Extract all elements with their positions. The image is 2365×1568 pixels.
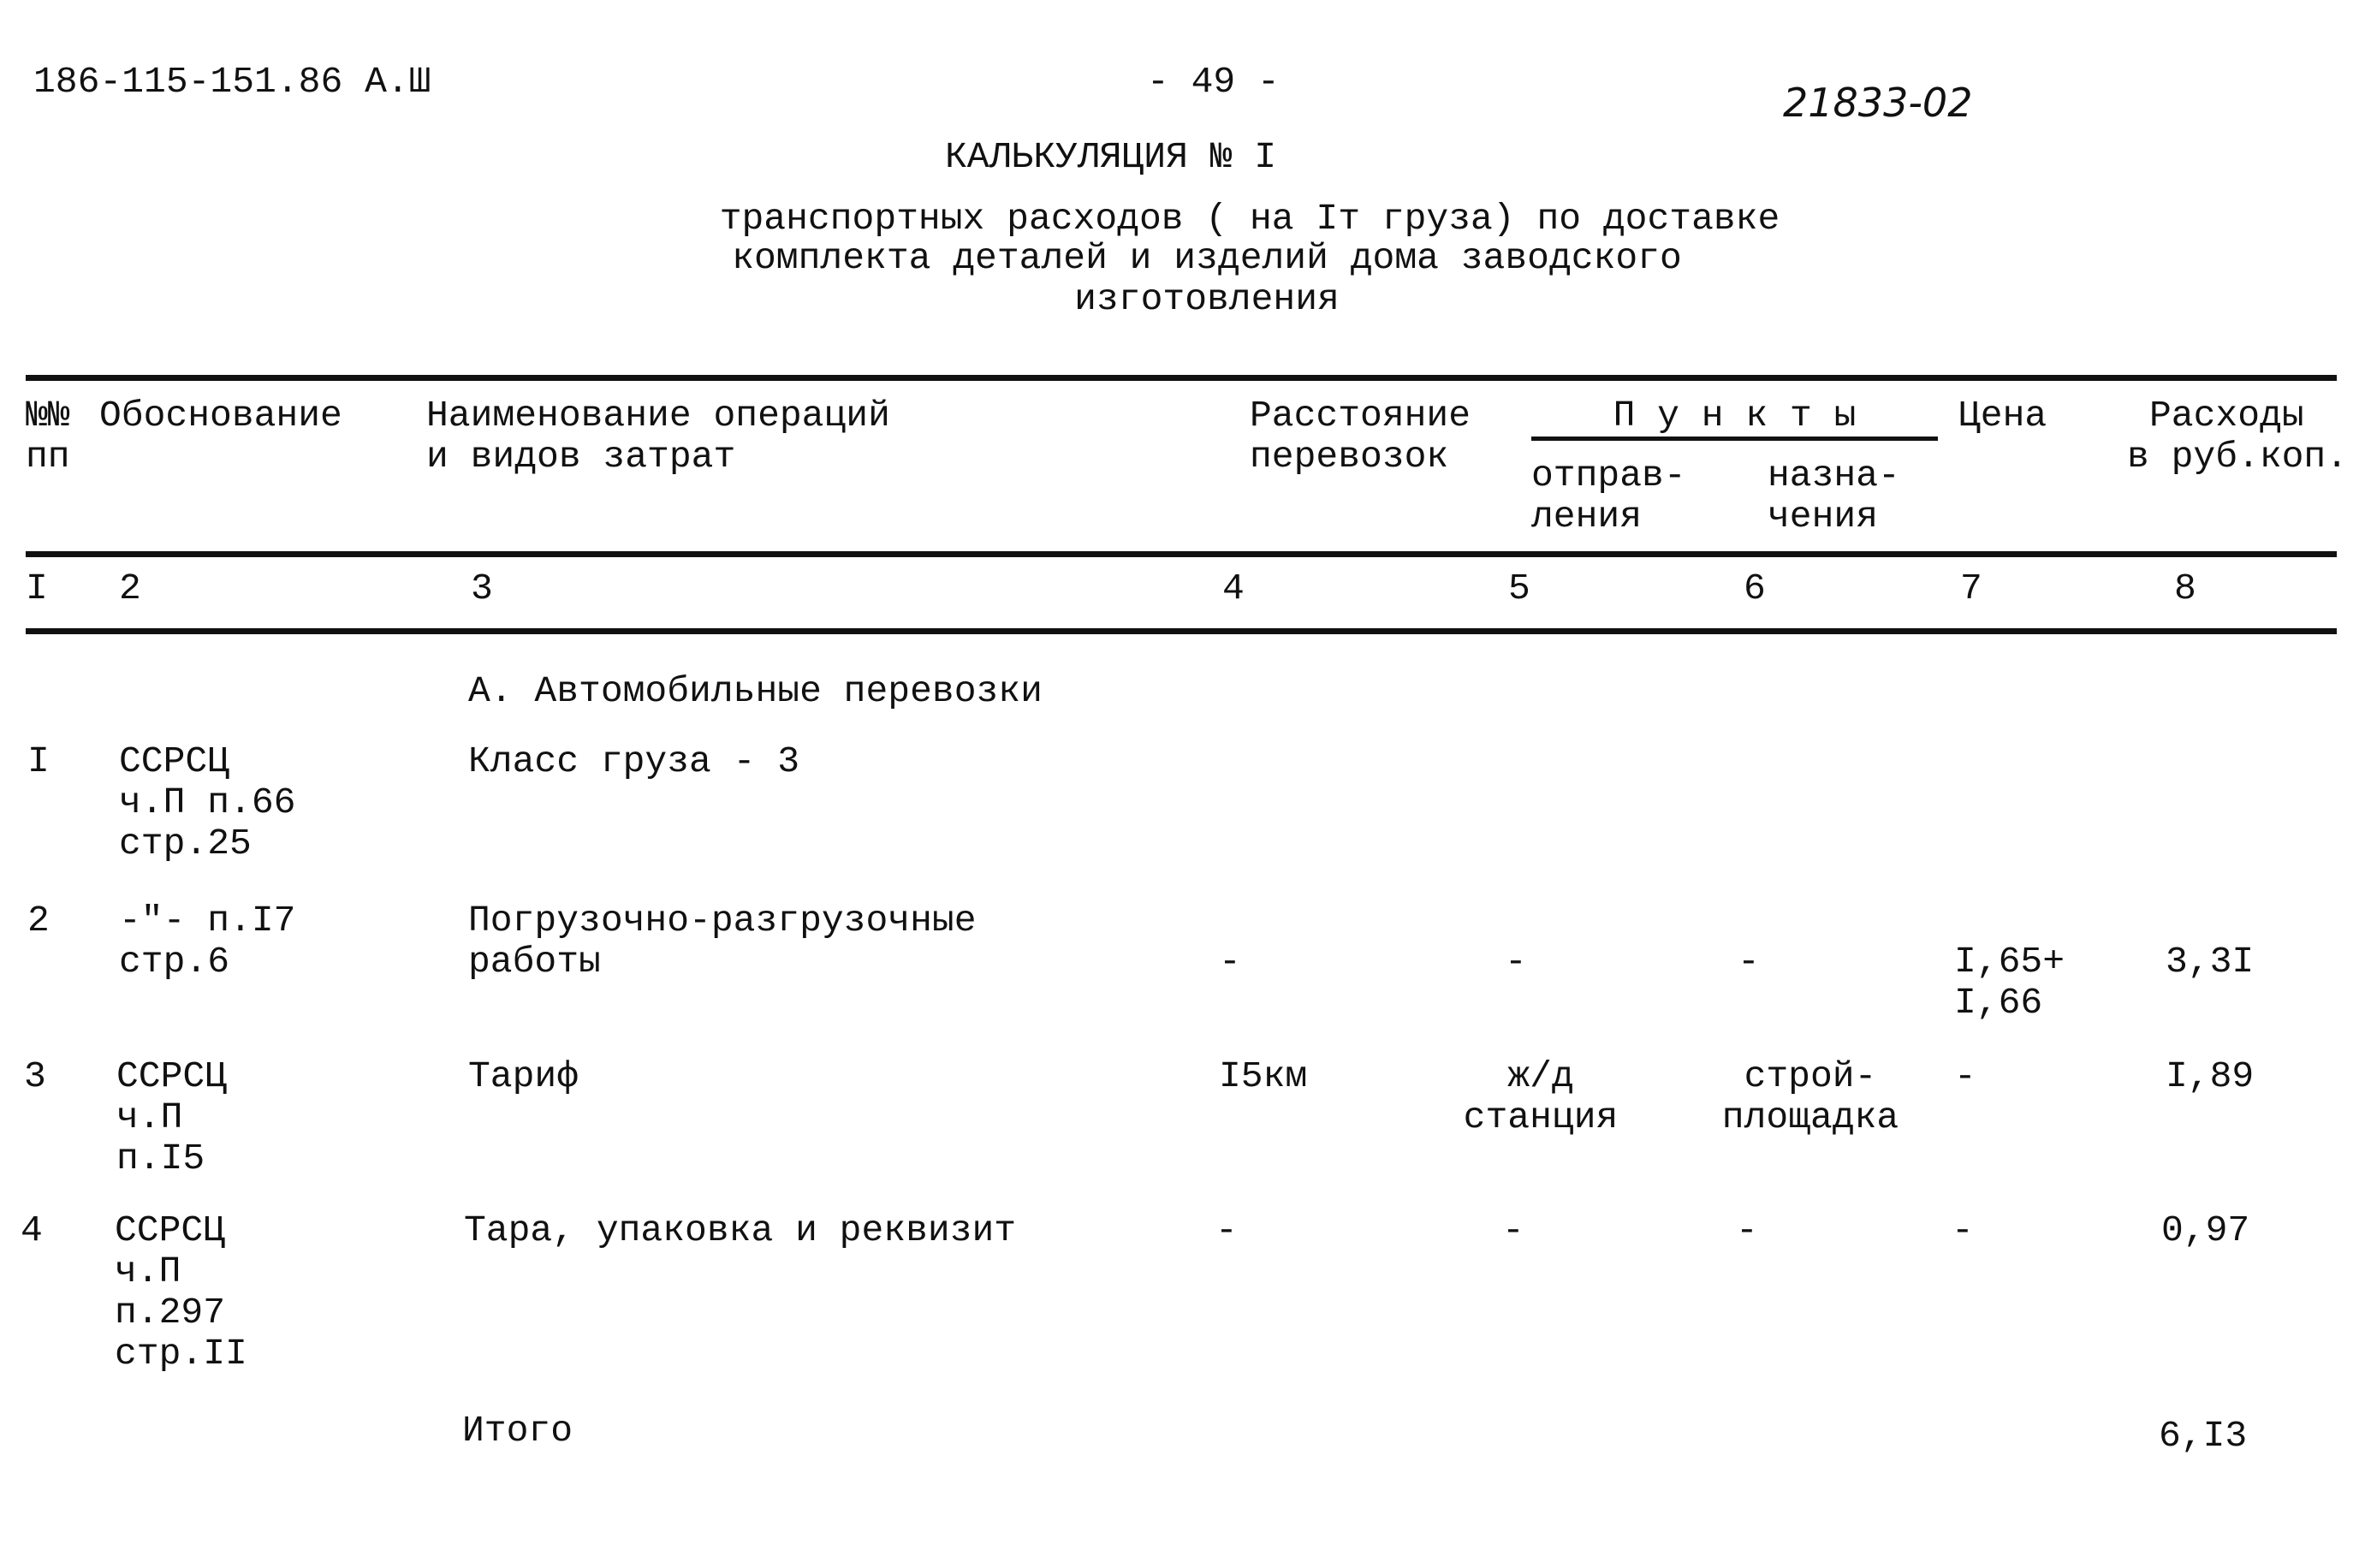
header-name: Наименование операций и видов затрат [426, 395, 890, 478]
document-title: КАЛЬКУЛЯЦИЯ № I [945, 136, 1277, 178]
colnum-4: 4 [1222, 567, 1245, 609]
row-to: строй- площадка [1721, 1055, 1899, 1138]
header-basis: Обоснование [99, 395, 342, 437]
row-from: ж/д станция [1463, 1055, 1619, 1138]
colnum-8: 8 [2174, 567, 2196, 609]
colnum-1: I [26, 567, 48, 609]
colnum-5: 5 [1508, 567, 1530, 609]
row-price: I,65+ I,66 [1954, 941, 2065, 1024]
row-from: - [1502, 1209, 1524, 1251]
row-price: - [1954, 1055, 1976, 1097]
points-underline [1531, 437, 1938, 441]
table-top-rule [26, 375, 2337, 381]
row-distance: I5км [1219, 1055, 1308, 1097]
row-basis: ССРСЦ ч.П п.I5 [116, 1055, 228, 1179]
header-from: отправ- ления [1531, 454, 1686, 538]
row-name: Тара, упаковка и реквизит [464, 1209, 1017, 1251]
row-no: 3 [24, 1055, 46, 1097]
row-cost: 0,97 [2161, 1209, 2250, 1251]
header-cost: Расходы в руб.коп. [2127, 395, 2349, 478]
section-title: А. Автомобильные перевозки [468, 670, 1043, 712]
doc-code: 186-115-151.86 А.Ш [33, 61, 431, 103]
row-name: Класс груза - 3 [468, 740, 800, 782]
row-basis: ССРСЦ ч.П п.66 стр.25 [119, 740, 296, 864]
column-numbers-rule [26, 628, 2337, 634]
colnum-2: 2 [119, 567, 141, 609]
colnum-3: 3 [471, 567, 493, 609]
total-label: Итого [462, 1410, 573, 1452]
row-name: Погрузочно-разгрузочные работы [468, 900, 977, 983]
header-bottom-rule [26, 551, 2337, 557]
total-cost: 6,I3 [2159, 1415, 2248, 1457]
row-price: - [1952, 1209, 1974, 1251]
row-to: - [1738, 941, 1760, 983]
handwritten-number: 21833-02 [1783, 80, 1973, 126]
row-to: - [1736, 1209, 1758, 1251]
header-no: №№ пп [26, 395, 70, 478]
header-price: Цена [1958, 395, 2047, 437]
subtitle-line-1: транспортных расходов ( на Iт груза) по доставке [719, 198, 1780, 240]
row-basis: -"- п.I7 стр.6 [119, 900, 296, 983]
row-distance: - [1215, 1209, 1238, 1251]
colnum-6: 6 [1744, 567, 1766, 609]
row-distance: - [1219, 941, 1241, 983]
row-cost: 3,3I [2166, 941, 2255, 983]
page-number: - 49 - [1147, 61, 1280, 103]
row-from: - [1505, 941, 1527, 983]
row-no: 4 [21, 1209, 43, 1251]
colnum-7: 7 [1960, 567, 1982, 609]
header-to: назна- чения [1768, 454, 1900, 538]
row-no: 2 [27, 900, 50, 941]
row-name: Тариф [468, 1055, 579, 1097]
header-points: П у н к т ы [1613, 395, 1857, 437]
header-distance: Расстояние перевозок [1250, 395, 1471, 478]
row-no: I [27, 740, 50, 782]
row-basis: ССРСЦ ч.П п.297 стр.II [115, 1209, 247, 1375]
row-cost: I,89 [2166, 1055, 2255, 1097]
subtitle-line-3: изготовления [1074, 278, 1340, 320]
subtitle-line-2: комплекта деталей и изделий дома заводского [732, 237, 1682, 279]
